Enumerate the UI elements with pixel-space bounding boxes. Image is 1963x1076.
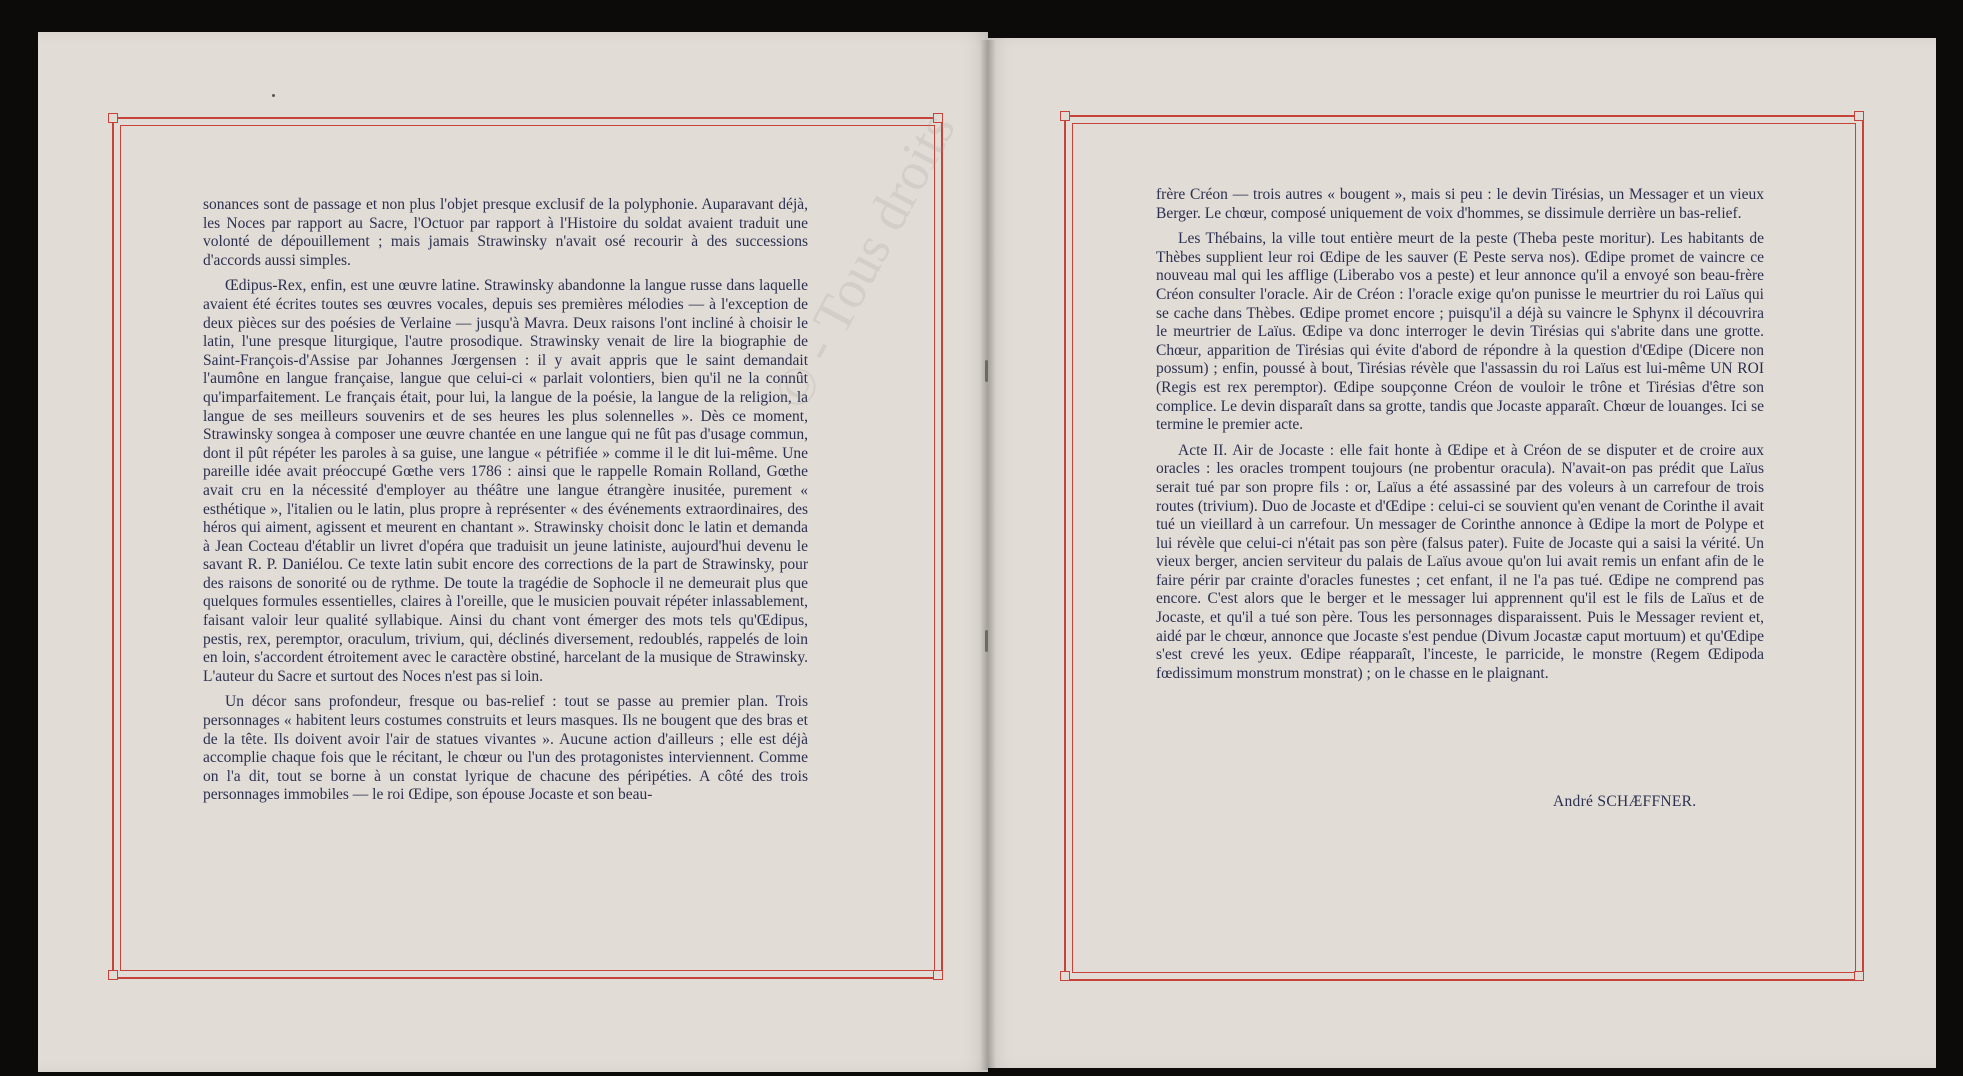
binding-stitch [985, 360, 988, 382]
author-signature: André SCHÆFFNER. [1553, 793, 1697, 810]
paper-speck [272, 94, 275, 97]
paragraph: Les Thébains, la ville tout entière meurt de la peste (Theba peste moritur). Les habitants de Thèbes supplient leur roi Œdipe de les sauver (E Peste serva nos). Œdipe promet de vaincre ce nouveau mal qui les afflige (Liberabo vos a peste) et leur annonce qu'il a envoyé son beau-frère Créon consulter l'oracle. Air de Créon : l'oracle exige qu'on punisse le meurtrier du roi Laïus qui se cache dans Thèbes. Œdipe promet encore ; puisqu'il a déjà su vaincre le Sphynx il découvrira le meurtrier de Laïus. Œdipe va donc interroger le devin Tirésias qui s'abrite dans une grotte. Chœur, apparition de Tirésias qui évite d'abord de répondre à la question d'Œdipe (Dicere non possum) ; enfin, poussé à bout, Tirésias révèle que l'assassin du roi Laïus est lui-même UN ROI (Regis est rex peremptor). Œdipe soupçonne Créon de vouloir le trône et Tirésias d'être son complice. Le devin disparaît dans sa grotte, tandis que Jocaste apparaît. Chœur de louanges. Ici se termine le premier acte. [1156, 230, 1764, 434]
paragraph: frère Créon — trois autres « bougent », mais si peu : le devin Tirésias, un Messager et un vieux Berger. Le chœur, composé uniquement de voix d'hommes, se dissimule derrière un bas-relief. [1156, 186, 1764, 222]
frame-corner [108, 113, 118, 123]
frame-corner [1854, 971, 1864, 981]
frame-corner [1854, 111, 1864, 121]
gutter-fold [980, 40, 996, 1070]
paragraph: Un décor sans profondeur, fresque ou bas-relief : tout se passe au premier plan. Trois personnages « habitent leurs costumes construits et leurs masques. Ils ne bougent que des bras et de la tête. Ils doivent avoir l'air de statues vivantes ». Aucune action d'ailleurs ; elle est déjà accomplie chaque fois que le récitant, le chœur ou l'un des protagonistes interviennent. Comme on l'a dit, tout se borne à un constat lyrique de chacune des péripéties. A côté des trois personnages immobiles — le roi Œdipe, son épouse Jocaste et son beau- [203, 693, 808, 804]
frame-corner [1060, 971, 1070, 981]
binding-stitch [985, 630, 988, 652]
paragraph: Œdipus-Rex, enfin, est une œuvre latine. Strawinsky abandonne la langue russe dans laquelle avaient été écrites toutes ses œuvres vocales, depuis ses premières mélodies — à l'exception de deux pièces sur des poésies de Verlaine — jusqu'à Mavra. Deux raisons l'ont incliné à choisir le latin, l'une presque liturgique, l'autre prosodique. Strawinsky venait de lire la biographie de Saint-François-d'Assise par Johannes Jœrgensen : il y avait appris que le saint demandait l'aumône en langue française, langue que celui-ci « parlait volontiers, bien qu'il ne la connût qu'imparfaitement. Le français était, pour lui, la langue de la poésie, la langue de la religion, la langue de ses meilleurs souvenirs et de ses heures les plus solennelles ». Dès ce moment, Strawinsky songea à composer une œuvre chantée en une langue qui ne fût pas d'usage commun, dont il pût répéter les paroles à sa guise, une langue « pétrifiée » comme il le dit lui-même. Une pareille idée avait préoccupé Gœthe vers 1786 : ainsi que le rappelle Romain Rolland, Gœthe avait cru en la nécessité d'employer au théâtre une langue étrangère inusitée, purement « esthétique », l'italien ou le latin, plus propre à représenter « des événements extraordinaires, des héros qui aiment, agissent et meurent en chantant ». Strawinsky choisit donc le latin et demanda à Jean Cocteau d'établir un livret d'opéra que traduisit un jeune latiniste, aujourd'hui devenu le savant R. P. Daniélou. Ce texte latin subit encore des corrections de la part de Strawinsky, pour des raisons de sonorité ou de rythme. De toute la tragédie de Sophocle il ne demeurait plus que quelques formules essentielles, claires à l'oreille, que le musicien pouvait répéter inlassablement, faisant valoir leur qualité syllabique. Ainsi du chant vont émerger des mots tels qu'Œdipus, pestis, rex, peremptor, oraculum, trivium, qui, déclinés diversement, redoublés, rappelés de loin en loin, s'accordent étroitement avec le caractère obstiné, harcelant de la musique de Strawinsky. L'auteur du Sacre et surtout des Noces n'est pas si loin. [203, 277, 808, 685]
copyright-watermark: © - Tous droits [760, 102, 967, 419]
paragraph: sonances sont de passage et non plus l'objet presque exclusif de la polyphonie. Auparavant déjà, les Noces par rapport au Sacre, l'Octuor par rapport à l'Histoire du soldat avaient traduit une volonté de dépouillement ; mais jamais Strawinsky n'avait osé recourir à des successions d'accords aussi simples. [203, 196, 808, 269]
frame-corner [1060, 111, 1070, 121]
paragraph: Acte II. Air de Jocaste : elle fait honte à Œdipe et à Créon de se disputer et de croire aux oracles : les oracles trompent toujours (ne probentur oracula). N'avait-on pas prédit que Laïus serait tué par son propre fils : or, Laïus a été assassiné par des voleurs à un carrefour de trois routes (trivium). Duo de Jocaste et d'Œdipe : celui-ci se souvient qu'en venant de Corinthe il avait tué un vieillard à un carrefour. Un messager de Corinthe annonce à Œdipe la mort de Polype et lui révèle que celui-ci n'était pas son père (falsus pater). Fuite de Jocaste qui a saisi la vérité. Un vieux berger, ancien serviteur du palais de Laïus avoue qu'on lui avait remis un enfant afin de le faire périr par crainte d'oracles funestes ; cet enfant, il ne l'a pas tué. Œdipe ne comprend pas encore. C'est alors que le berger et le messager lui apprennent qu'il est le fils de Laïus et de Jocaste, et qu'il a tué son père. Tous les personnages disparaissent. Puis le Messager revient et, aidé par le chœur, annonce que Jocaste s'est pendue (Divum Jocastæ caput mortuum) et qu'Œdipe s'est crevé les yeux. Œdipe réapparaît, l'inceste, le parricide, le monstre (Regem Œdipoda fœdissimum monstrum monstrat) ; on le chasse en le plaignant. [1156, 441, 1764, 682]
frame-corner [108, 970, 118, 980]
frame-corner [933, 970, 943, 980]
right-text-block [1156, 186, 1764, 683]
left-text-block [203, 196, 808, 805]
